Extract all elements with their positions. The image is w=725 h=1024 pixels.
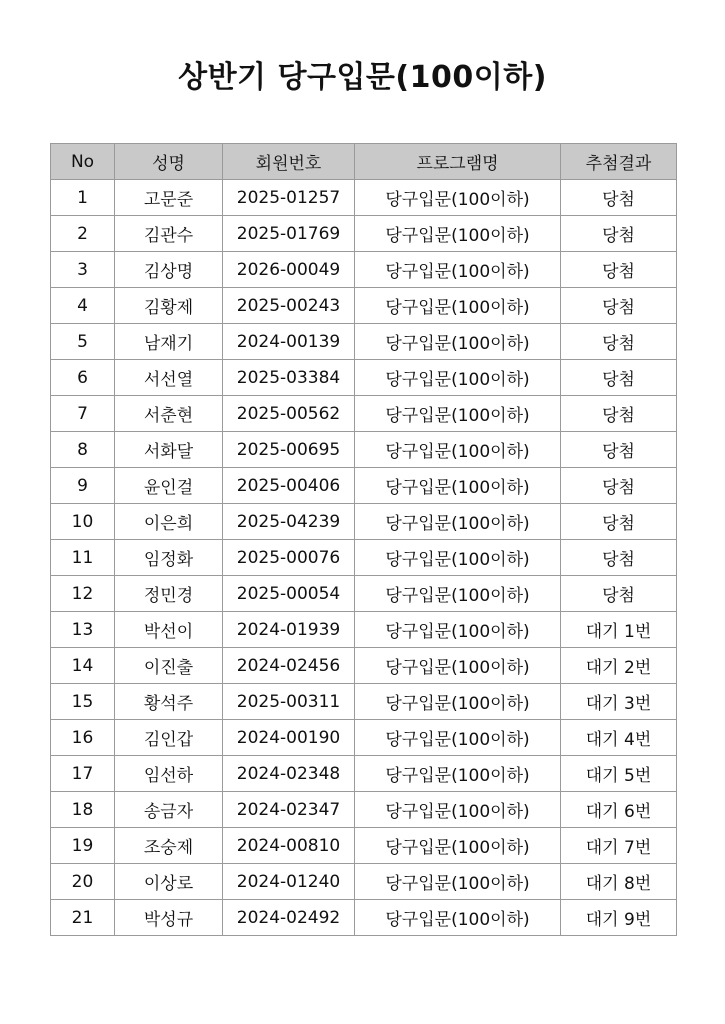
cell-no: 6	[51, 360, 115, 396]
table-row	[51, 468, 677, 504]
cell-program: 당구입문(100이하)	[355, 612, 561, 648]
cell-result: 대기 4번	[561, 720, 677, 756]
table-body	[51, 180, 677, 936]
table-header-row	[51, 144, 677, 180]
cell-no: 8	[51, 432, 115, 468]
cell-program: 당구입문(100이하)	[355, 792, 561, 828]
cell-result: 대기 2번	[561, 648, 677, 684]
cell-program: 당구입문(100이하)	[355, 864, 561, 900]
cell-member-id: 2025-04239	[223, 504, 355, 540]
cell-member-id: 2026-00049	[223, 252, 355, 288]
header-result: 추첨결과	[561, 144, 677, 180]
cell-result: 당첨	[561, 432, 677, 468]
table-row	[51, 396, 677, 432]
cell-result: 대기 3번	[561, 684, 677, 720]
cell-program: 당구입문(100이하)	[355, 648, 561, 684]
cell-name: 윤인걸	[115, 468, 223, 504]
cell-name: 박선이	[115, 612, 223, 648]
cell-result: 대기 9번	[561, 900, 677, 936]
cell-member-id: 2025-01257	[223, 180, 355, 216]
cell-program: 당구입문(100이하)	[355, 324, 561, 360]
cell-member-id: 2024-00190	[223, 720, 355, 756]
cell-member-id: 2025-00562	[223, 396, 355, 432]
cell-member-id: 2025-00406	[223, 468, 355, 504]
cell-member-id: 2025-00311	[223, 684, 355, 720]
cell-member-id: 2025-01769	[223, 216, 355, 252]
cell-program: 당구입문(100이하)	[355, 180, 561, 216]
cell-member-id: 2025-00076	[223, 540, 355, 576]
cell-result: 당첨	[561, 288, 677, 324]
cell-no: 10	[51, 504, 115, 540]
cell-name: 황석주	[115, 684, 223, 720]
table-row	[51, 828, 677, 864]
cell-no: 3	[51, 252, 115, 288]
header-member-id: 회원번호	[223, 144, 355, 180]
cell-name: 김황제	[115, 288, 223, 324]
cell-name: 서춘현	[115, 396, 223, 432]
cell-no: 17	[51, 756, 115, 792]
table-row	[51, 792, 677, 828]
cell-program: 당구입문(100이하)	[355, 900, 561, 936]
cell-no: 16	[51, 720, 115, 756]
cell-result: 대기 8번	[561, 864, 677, 900]
table-row	[51, 360, 677, 396]
cell-result: 당첨	[561, 396, 677, 432]
cell-name: 김상명	[115, 252, 223, 288]
cell-name: 서화달	[115, 432, 223, 468]
cell-program: 당구입문(100이하)	[355, 756, 561, 792]
cell-result: 대기 5번	[561, 756, 677, 792]
table-row	[51, 612, 677, 648]
cell-name: 김관수	[115, 216, 223, 252]
cell-no: 14	[51, 648, 115, 684]
cell-member-id: 2024-02492	[223, 900, 355, 936]
cell-no: 20	[51, 864, 115, 900]
table-row	[51, 720, 677, 756]
cell-result: 대기 1번	[561, 612, 677, 648]
cell-result: 당첨	[561, 216, 677, 252]
cell-result: 당첨	[561, 576, 677, 612]
cell-name: 조숭제	[115, 828, 223, 864]
cell-name: 김인갑	[115, 720, 223, 756]
table-row	[51, 432, 677, 468]
cell-member-id: 2025-00054	[223, 576, 355, 612]
cell-result: 당첨	[561, 180, 677, 216]
table-row	[51, 684, 677, 720]
cell-member-id: 2025-00243	[223, 288, 355, 324]
cell-no: 21	[51, 900, 115, 936]
cell-program: 당구입문(100이하)	[355, 396, 561, 432]
cell-member-id: 2025-03384	[223, 360, 355, 396]
cell-name: 임정화	[115, 540, 223, 576]
cell-no: 5	[51, 324, 115, 360]
cell-name: 이상로	[115, 864, 223, 900]
cell-no: 11	[51, 540, 115, 576]
cell-name: 임선하	[115, 756, 223, 792]
cell-program: 당구입문(100이하)	[355, 828, 561, 864]
cell-member-id: 2024-02348	[223, 756, 355, 792]
table-row	[51, 324, 677, 360]
header-program: 프로그램명	[355, 144, 561, 180]
cell-result: 당첨	[561, 504, 677, 540]
table-row	[51, 648, 677, 684]
cell-name: 정민경	[115, 576, 223, 612]
cell-no: 13	[51, 612, 115, 648]
cell-name: 박성규	[115, 900, 223, 936]
table-row	[51, 504, 677, 540]
cell-program: 당구입문(100이하)	[355, 252, 561, 288]
cell-result: 당첨	[561, 252, 677, 288]
cell-no: 9	[51, 468, 115, 504]
cell-no: 15	[51, 684, 115, 720]
cell-result: 당첨	[561, 540, 677, 576]
cell-member-id: 2024-02347	[223, 792, 355, 828]
header-no: No	[51, 144, 115, 180]
cell-program: 당구입문(100이하)	[355, 684, 561, 720]
cell-no: 4	[51, 288, 115, 324]
cell-member-id: 2024-00810	[223, 828, 355, 864]
table-row	[51, 540, 677, 576]
cell-program: 당구입문(100이하)	[355, 576, 561, 612]
table-row	[51, 180, 677, 216]
cell-program: 당구입문(100이하)	[355, 468, 561, 504]
table-row	[51, 756, 677, 792]
page-title: 상반기 당구입문(100이하)	[178, 60, 547, 95]
cell-program: 당구입문(100이하)	[355, 432, 561, 468]
cell-result: 당첨	[561, 360, 677, 396]
cell-no: 2	[51, 216, 115, 252]
cell-name: 남재기	[115, 324, 223, 360]
cell-program: 당구입문(100이하)	[355, 216, 561, 252]
table-row	[51, 576, 677, 612]
cell-program: 당구입문(100이하)	[355, 288, 561, 324]
cell-result: 당첨	[561, 468, 677, 504]
table-row	[51, 252, 677, 288]
cell-name: 서선열	[115, 360, 223, 396]
cell-member-id: 2025-00695	[223, 432, 355, 468]
cell-no: 1	[51, 180, 115, 216]
lottery-results-table	[50, 143, 677, 936]
cell-member-id: 2024-01240	[223, 864, 355, 900]
table-row	[51, 288, 677, 324]
cell-member-id: 2024-00139	[223, 324, 355, 360]
cell-program: 당구입문(100이하)	[355, 540, 561, 576]
cell-result: 대기 7번	[561, 828, 677, 864]
cell-member-id: 2024-02456	[223, 648, 355, 684]
table-row	[51, 900, 677, 936]
cell-no: 12	[51, 576, 115, 612]
table-row	[51, 864, 677, 900]
cell-name: 이진출	[115, 648, 223, 684]
cell-member-id: 2024-01939	[223, 612, 355, 648]
cell-name: 이은희	[115, 504, 223, 540]
cell-program: 당구입문(100이하)	[355, 720, 561, 756]
cell-program: 당구입문(100이하)	[355, 504, 561, 540]
header-name: 성명	[115, 144, 223, 180]
cell-no: 19	[51, 828, 115, 864]
cell-program: 당구입문(100이하)	[355, 360, 561, 396]
cell-name: 고문준	[115, 180, 223, 216]
cell-no: 7	[51, 396, 115, 432]
cell-result: 당첨	[561, 324, 677, 360]
table-row	[51, 216, 677, 252]
cell-result: 대기 6번	[561, 792, 677, 828]
cell-no: 18	[51, 792, 115, 828]
cell-name: 송금자	[115, 792, 223, 828]
